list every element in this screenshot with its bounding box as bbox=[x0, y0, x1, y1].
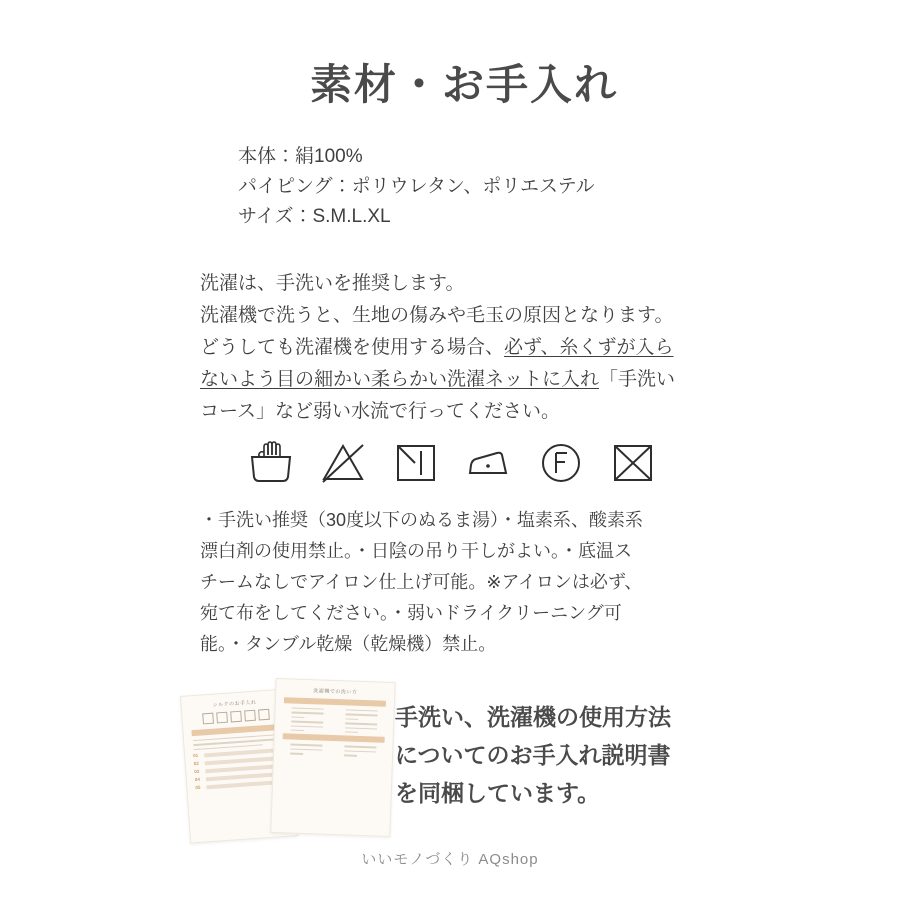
leaflet-step-number: 03 bbox=[194, 768, 200, 775]
hand-wash-symbol bbox=[247, 439, 295, 487]
leaflet-text-line bbox=[344, 750, 376, 753]
leaflet-images bbox=[185, 672, 395, 847]
leaflet-text-line bbox=[291, 729, 304, 731]
care-note-line3: チームなしでアイロン仕上げ可能。※アイロンは必ず、 bbox=[200, 572, 643, 592]
care-note-line1: ・手洗い推奨（30度以下のぬるま湯）・塩素系、酸素系 bbox=[200, 510, 644, 530]
wash-desc-line4a: ないよう目の細かい柔らかい洗濯ネットに入れ bbox=[200, 369, 600, 390]
leaflet-card2-title: 洗濯機での洗い方 bbox=[313, 688, 358, 696]
leaflet-text-columns bbox=[281, 744, 385, 761]
leaflet-symbol-icon bbox=[230, 711, 242, 723]
care-note-line2: 漂白剤の使用禁止。・日陰の吊り干しがよい。・底温ス bbox=[200, 541, 632, 561]
leaflet-desc-line2: についてのお手入れ説明書 bbox=[395, 742, 671, 768]
leaflet-step-number: 01 bbox=[193, 752, 199, 759]
care-note-line5: 能。・タンブル乾燥（乾燥機）禁止。 bbox=[200, 634, 497, 654]
line-dry-in-shade-symbol bbox=[392, 439, 440, 487]
leaflet-symbol-icon bbox=[258, 709, 270, 721]
leaflet-symbol-icon bbox=[244, 710, 256, 722]
leaflet-text-columns bbox=[282, 707, 387, 737]
wash-desc-line5: コース」など弱い水流で行ってください。 bbox=[200, 401, 561, 422]
leaflet-step-number: 02 bbox=[193, 760, 199, 767]
wash-desc-line3a: どうしても洗濯機を使用する場合、 bbox=[200, 337, 505, 358]
wash-desc-line3b: 必ず、糸くずが入ら bbox=[504, 337, 674, 358]
leaflet-symbol-icon bbox=[202, 713, 214, 725]
leaflet-text-line bbox=[345, 723, 377, 726]
wash-desc-line2: 洗濯機で洗うと、生地の傷みや毛玉の原因となります。 bbox=[200, 305, 674, 326]
leaflet-desc-line1: 手洗い、洗濯機の使用方法 bbox=[395, 704, 671, 730]
leaflet-text-line bbox=[291, 721, 323, 724]
leaflet-card1-title: シルクのお手入れ bbox=[212, 699, 257, 709]
leaflet-text-line bbox=[291, 716, 304, 718]
leaflet-accent-band bbox=[284, 697, 386, 707]
leaflet-text-line bbox=[345, 731, 358, 733]
spec-material: 本体：絹100% bbox=[238, 146, 363, 167]
leaflet-text-line bbox=[346, 709, 378, 712]
wash-desc-line1: 洗濯は、手洗いを推奨します。 bbox=[200, 273, 465, 294]
leaflet-text-line bbox=[344, 755, 357, 757]
care-notes-text bbox=[200, 505, 720, 660]
no-tumble-dry-symbol bbox=[609, 439, 657, 487]
leaflet-symbol-icon bbox=[216, 712, 228, 724]
leaflet-text-line bbox=[345, 727, 377, 730]
leaflet-description bbox=[395, 698, 725, 812]
leaflet-card-washing-machine bbox=[270, 678, 395, 837]
material-spec-block bbox=[238, 142, 595, 232]
wash-desc-line4b: 「手洗い bbox=[599, 369, 676, 390]
dry-clean-f-symbol bbox=[537, 439, 585, 487]
care-note-line4: 宛て布をしてください。・弱いドライクリーニング可 bbox=[200, 603, 622, 623]
footer-brand: いいモノづくり AQshop bbox=[361, 851, 539, 868]
no-chlorine-bleach-symbol bbox=[319, 439, 367, 487]
low-temperature-iron-symbol bbox=[464, 439, 512, 487]
leaflet-text-line bbox=[290, 753, 303, 755]
washing-description bbox=[200, 268, 760, 428]
leaflet-text-line bbox=[344, 746, 376, 749]
leaflet-text-line bbox=[290, 744, 322, 747]
leaflet-step-number: 04 bbox=[194, 776, 201, 783]
leaflet-desc-line3: を同梱しています。 bbox=[395, 780, 601, 806]
spec-size: サイズ：S.M.L.XL bbox=[238, 206, 391, 227]
leaflet-text-line bbox=[345, 714, 377, 717]
leaflet-text-line bbox=[291, 725, 323, 728]
leaflet-text-line bbox=[292, 708, 324, 711]
care-symbol-row bbox=[247, 437, 657, 489]
spec-piping: パイピング：ポリウレタン、ポリエステル bbox=[238, 176, 595, 197]
leaflet-text-line bbox=[290, 748, 322, 751]
page-title: 素材・お手入れ bbox=[310, 61, 619, 108]
leaflet-symbol-row bbox=[182, 707, 289, 725]
leaflet-text-line bbox=[292, 712, 324, 715]
leaflet-step-number: 05 bbox=[195, 784, 201, 791]
leaflet-text-line bbox=[345, 718, 358, 720]
